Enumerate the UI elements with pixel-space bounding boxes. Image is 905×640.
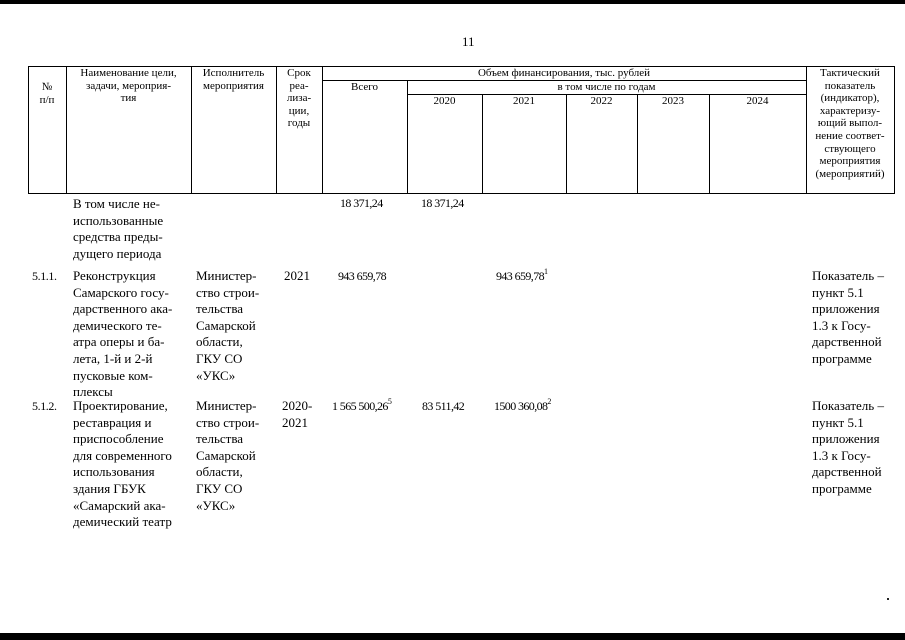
header-indicator: Тактический показатель (индикатор), характеризу- ющий выпол- нение соответ- ствующего мероприятия (мероприятий) <box>815 67 885 180</box>
header-funding-title: Объем финансирования, тыс. рублей <box>477 67 651 79</box>
scan-top-border <box>0 0 905 4</box>
header-year-2024: 2024 <box>746 95 769 107</box>
header-term: Срок реа- лиза- ции, годы <box>286 67 312 130</box>
row-total: 1 565 500,26$^5$ <box>332 397 392 413</box>
header-year-2020: 2020 <box>433 95 456 107</box>
col-line-9 <box>709 94 710 194</box>
header-name: Наименование цели, задачи, мероприя- тия <box>80 67 177 105</box>
header-year-2023: 2023 <box>662 95 684 107</box>
row-2020: 83 511,42 <box>422 399 465 413</box>
footnote-ref: 1 <box>544 267 548 276</box>
row-indicator: Показатель – пункт 5.1 приложения 1.3 к Госу- дарственной программе <box>812 268 884 366</box>
row-executor: Министер- ство строи- тельства Самарской области, ГКУ СО «УКС» <box>196 398 260 513</box>
scan-speck <box>887 598 889 600</box>
row-name: В том числе не- использованные средства преды- дущего периода <box>73 196 164 261</box>
row-term: 2020- 2021 <box>282 398 313 430</box>
scan-bottom-border <box>0 633 905 640</box>
header-year-2021: 2021 <box>513 95 535 107</box>
col-line-11 <box>894 66 895 194</box>
header-num: № п/п <box>39 81 55 106</box>
page-number: 11 <box>462 34 475 49</box>
row-name: Проектирование, реставрация и приспособление для современного использования здания ГБУК «Самарский ака- демический театр <box>73 398 172 530</box>
row-total: 18 371,24 <box>340 196 383 210</box>
row-2020: 18 371,24 <box>421 196 464 210</box>
footnote-ref: 2 <box>547 397 551 406</box>
header-year-2022: 2022 <box>590 95 613 107</box>
row-num: 5.1.1. <box>32 269 57 283</box>
row-2021: 943 659,78$^1$ <box>496 267 548 283</box>
col-line-8 <box>637 94 638 194</box>
row-term: 2021 <box>284 268 310 283</box>
row-num: 5.1.2. <box>32 399 57 413</box>
header-bottom-line <box>28 193 895 194</box>
row-executor: Министер- ство строи- тельства Самарской области, ГКУ СО «УКС» <box>196 268 260 383</box>
header-executor: Исполнитель мероприятия <box>202 67 265 92</box>
header-total: Всего <box>351 81 378 93</box>
row-2021: 1500 360,08$^2$ <box>494 397 551 413</box>
row-indicator: Показатель – пункт 5.1 приложения 1.3 к Госу- дарственной программе <box>812 398 884 496</box>
header-by-years: в том числе по годам <box>557 81 656 93</box>
row-name: Реконструкция Самарского госу- дарственного ака- демического те- атра оперы и ба- лета, 1-й и 2-й пусковые ком- плексы <box>73 268 173 400</box>
col-line-7 <box>566 94 567 194</box>
footnote-ref: 5 <box>387 397 392 406</box>
row-total: 943 659,78 <box>338 269 387 283</box>
col-line-6 <box>482 94 483 194</box>
